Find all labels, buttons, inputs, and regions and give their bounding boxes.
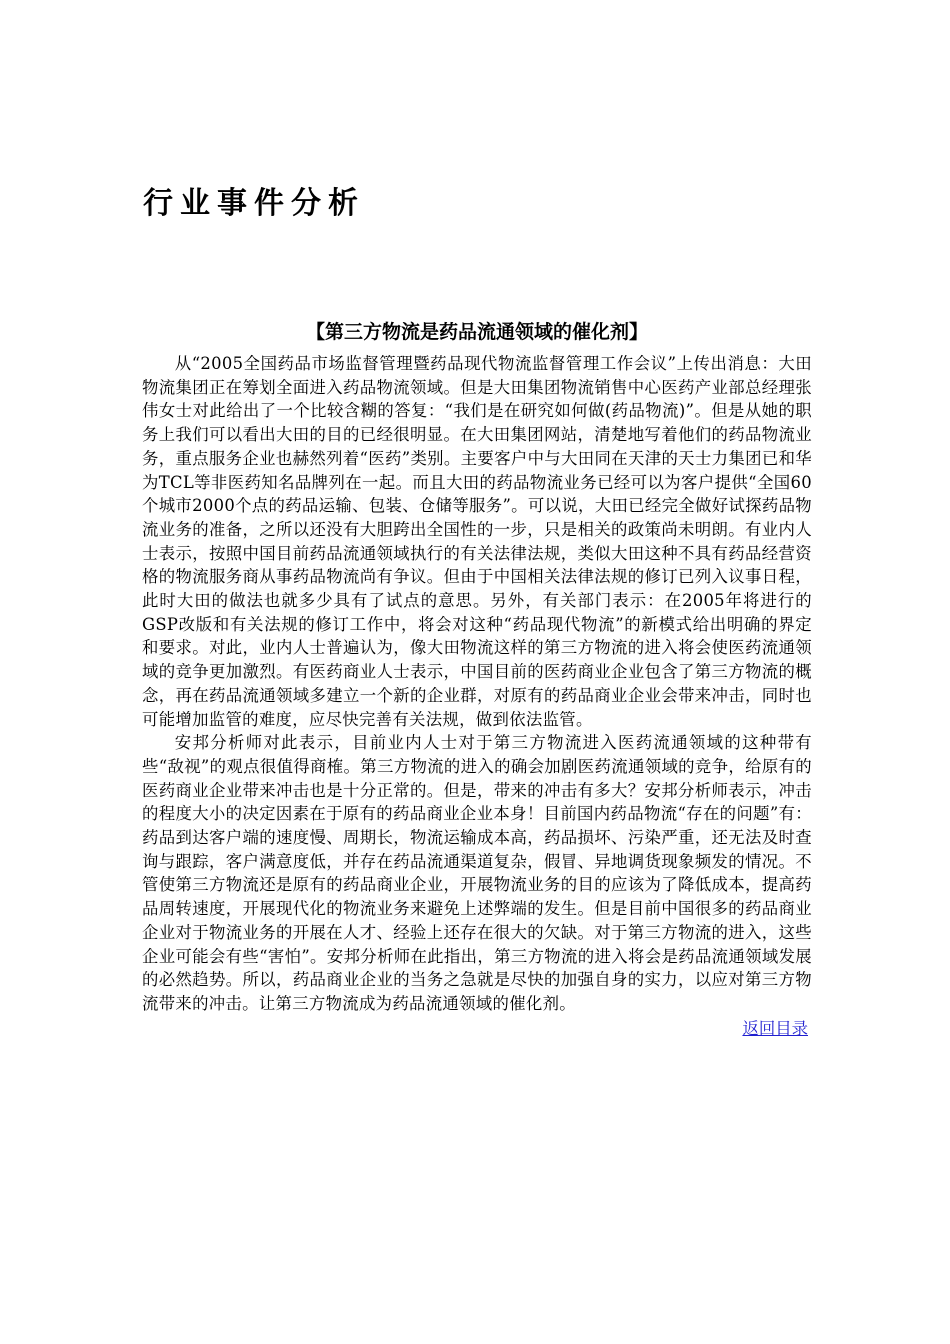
section-heading: 行业事件分析 — [143, 186, 365, 221]
back-to-contents-link[interactable]: 返回目录 — [742, 1018, 808, 1038]
article-paragraph-2: 安邦分析师对此表示，目前业内人士对于第三方物流进入医药流通领域的这种带有些“敌视”的观点很值得商榷。第三方物流的进入的确会加剧医药流通领域的竞争，给原有的医药商业企业带来冲击也是十分正常的。但是，带来的冲击有多大？安邦分析师表示，冲击的程度大小的决定因素在于原有的药品商业企业本身！目前国内药品物流“存在的问题”有：药品到达客户端的速度慢、周期长，物流运输成本高，药品损坏、污染严重，还无法及时查询与跟踪，客户满意度低，并存在药品流通渠道复杂，假冒、异地调货现象频发的情况。不管使第三方物流还是原有的药品商业企业，开展物流业务的目的应该为了降低成本，提高药品周转速度，开展现代化的物流业务来避免上述弊端的发生。但是目前中国很多的药品商业企业对于物流业务的开展在人才、经验上还存在很大的欠缺。对于第三方物流的进入，这些企业可能会有些“害怕”。安邦分析师在此指出，第三方物流的进入将会是药品流通领域发展的必然趋势。所以，药品商业企业的当务之急就是尽快的加强自身的实力，以应对第三方物流带来的冲击。让第三方物流成为药品流通领域的催化剂。 — [142, 733, 812, 1013]
article-title: 【第三方物流是药品流通领域的催化剂】 — [305, 321, 648, 343]
article-paragraph-1: 从“2005全国药品市场监督管理暨药品现代物流监督管理工作会议”上传出消息：大田物流集团正在筹划全面进入药品物流领域。但是大田集团物流销售中心医药产业部总经理张伟女士对此给出了一个比较含糊的答复：“我们是在研究如何做(药品物流)”。但是从她的职务上我们可以看出大田的目的已经很明显。在大田集团网站，清楚地写着他们的药品物流业务，重点服务企业也赫然列着“医药”类别。主要客户中与大田同在天津的天士力集团已和华为TCL等非医药知名品牌列在一起。而且大田的药品物流业务已经可以为客户提供“全国60个城市2000个点的药品运输、包装、仓储等服务”。可以说，大田已经完全做好试探药品物流业务的准备，之所以还没有大胆跨出全国性的一步，只是相关的政策尚未明朗。有业内人士表示，按照中国目前药品流通领域执行的有关法律法规，类似大田这种不具有药品经营资格的物流服务商从事药品物流尚有争议。但由于中国相关法律法规的修订已列入议事日程，此时大田的做法也就多少具有了试点的意思。另外，有关部门表示：在2005年将进行的GSP改版和有关法规的修订工作中，将会对这种“药品现代物流”的新模式给出明确的界定和要求。对此，业内人士普遍认为，像大田物流这样的第三方物流的进入将会使医药流通领域的竞争更加激烈。有医药商业人士表示，中国目前的医药商业企业包含了第三方物流的概念，再在药品流通领域多建立一个新的企业群，对原有的药品商业企业会带来冲击，同时也可能增加监管的难度，应尽快完善有关法规，做到依法监管。 — [142, 354, 812, 729]
article — [142, 316, 812, 1040]
